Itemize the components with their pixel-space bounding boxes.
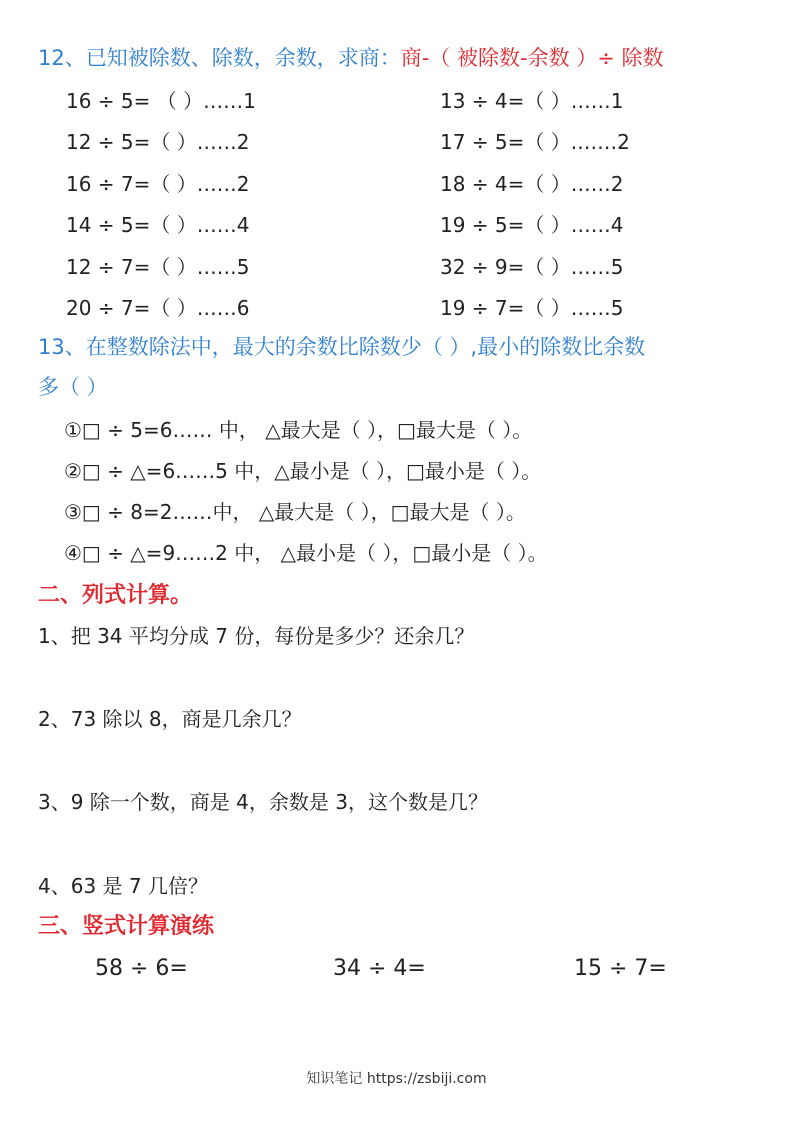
q13-item-2: ②□ ÷ △=6……5 中，△最小是（ ），□最小是（ ）。 (64, 459, 542, 483)
q12-row-6-left: 20 ÷ 7=（ ）……6 (66, 296, 250, 320)
vertical-problem-2: 34 ÷ 4= (333, 956, 426, 981)
footer-watermark: 知识笔记 https://zsbiji.com (306, 1071, 487, 1087)
q13-item-3: ③□ ÷ 8=2……中， △最大是（ ），□最大是（ ）。 (64, 500, 526, 524)
q13-line-2: 多（ ） (38, 375, 108, 399)
q12-row-2-left: 12 ÷ 5=（ ）……2 (66, 130, 250, 154)
q12-row-6-right: 19 ÷ 7=（ ）……5 (440, 296, 624, 320)
q12-header (38, 44, 664, 72)
section-2-question-4: 4、63 是 7 几倍？ (38, 874, 208, 898)
q12-row-5-right: 32 ÷ 9=（ ）……5 (440, 255, 624, 279)
section-2-question-1: 1、把 34 平均分成 7 份，每份是多少？还余几？ (38, 624, 475, 648)
q12-row-3-left: 16 ÷ 7=（ ）……2 (66, 172, 250, 196)
section-2-heading: 二、列式计算。 (38, 583, 193, 608)
q13-item-4: ④□ ÷ △=9……2 中， △最小是（ ），□最小是（ ）。 (64, 541, 548, 565)
vertical-problem-1: 58 ÷ 6= (95, 956, 188, 981)
q13-item-1: ①□ ÷ 5=6…… 中， △最大是（ ），□最大是（ ）。 (64, 418, 533, 442)
section-2-question-3: 3、9 除一个数，商是 4，余数是 3，这个数是几？ (38, 790, 488, 814)
section-2-question-2: 2、73 除以 8，商是几余几？ (38, 707, 302, 731)
q12-formula: 商-（ 被除数-余数 ）÷ 除数 (400, 46, 664, 70)
q12-row-4-left: 14 ÷ 5=（ ）……4 (66, 213, 250, 237)
q12-row-2-right: 17 ÷ 5=（ ）.……2 (440, 130, 630, 154)
q12-row-4-right: 19 ÷ 5=（ ）……4 (440, 213, 624, 237)
vertical-problem-3: 15 ÷ 7= (574, 956, 667, 981)
section-3-heading: 三、竖式计算演练 (38, 914, 215, 939)
q12-number: 12、 (38, 46, 86, 70)
q13-line-1: 13、在整数除法中，最大的余数比除数少（ ）,最小的除数比余数 (38, 335, 646, 359)
q12-row-3-right: 18 ÷ 4=（ ）……2 (440, 172, 624, 196)
q12-row-1-right: 13 ÷ 4=（ ）……1 (440, 89, 624, 113)
q12-row-1-left: 16 ÷ 5= （ ）……1 (66, 89, 256, 113)
q12-text: 已知被除数、除数，余数，求商： (85, 46, 401, 70)
q12-row-5-left: 12 ÷ 7=（ ）……5 (66, 255, 250, 279)
